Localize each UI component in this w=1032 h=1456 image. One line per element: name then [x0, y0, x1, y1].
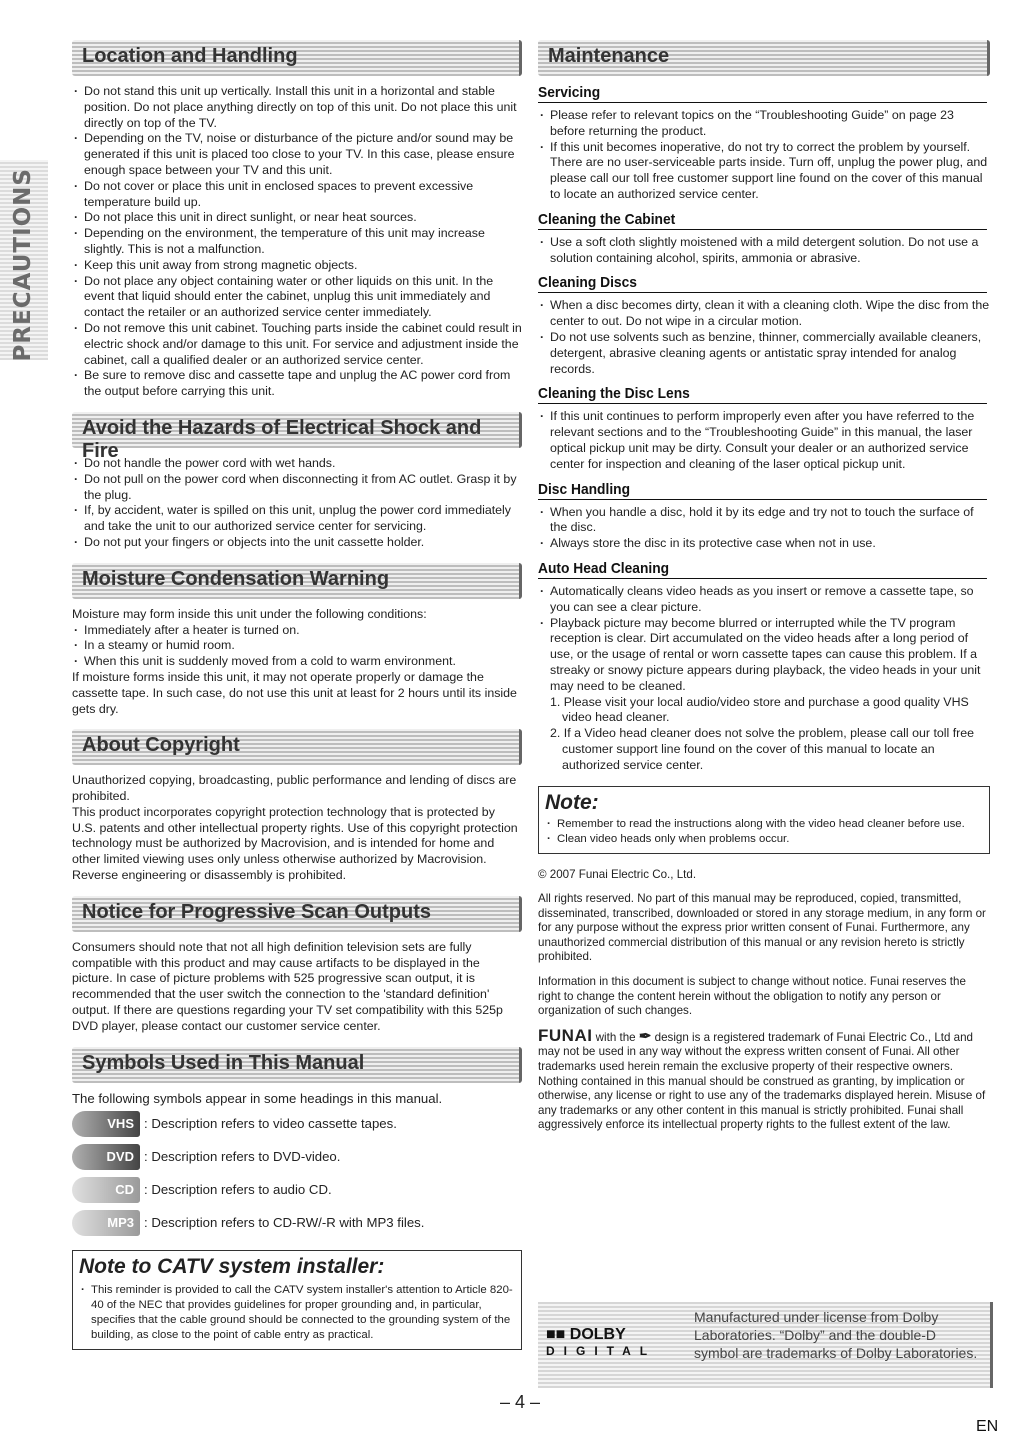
autohead-heading: Auto Head Cleaning — [538, 560, 987, 579]
cd-icon: CD — [72, 1177, 140, 1203]
list-item: · Playback picture may become blurred or interrupted while the TV program reception is clear. Dirt accumulated on the video heads after a long period of use, or the usage of rental or worn cassette tapes can cause this problem. If a streaky or snowy picture appears during playback, the video heads in your unit may need to be cleaned. — [538, 616, 990, 695]
side-tab — [0, 160, 48, 360]
symbol-description: : Description refers to audio CD. — [144, 1182, 332, 1198]
catv-title: Note to CATV system installer: — [79, 1255, 385, 1279]
maintenance-banner: Maintenance — [538, 40, 990, 76]
list-item: · In a steamy or humid room. — [72, 638, 522, 654]
location-banner: Location and Handling — [72, 40, 522, 76]
list-item: · When a disc becomes dirty, clean it with a cleaning cloth. Wipe the disc from the center to out. Do not wipe in a circular motion. — [538, 298, 990, 330]
symbol-row-vhs — [72, 1108, 522, 1139]
lens-list — [538, 409, 990, 472]
list-item: · When this unit is suddenly moved from a cold to warm environment. — [72, 654, 522, 670]
list-item: · Depending on the environment, the temperature of this unit may increase slightly. This is not a malfunction. — [72, 226, 522, 258]
list-item: · If this unit becomes inoperative, do not try to correct the problem by yourself. There are no user-serviceable parts inside. Turn off, unplug the power plug, and please call our toll free customer support line found on the cover of this manual to locate an authorized service center. — [538, 140, 990, 203]
symbols-intro: The following symbols appear in some headings in this manual. — [72, 1090, 443, 1106]
dolby-notice — [538, 1302, 993, 1388]
copyright-banner: About Copyright — [72, 729, 522, 765]
note-box — [538, 786, 990, 854]
list-item: · Do not remove this unit cabinet. Touching parts inside the cabinet could result in electric shock and/or damage to this unit. For service and adjustment inside the cabinet, call a qualified dealer or an authorized service center. — [72, 321, 522, 368]
servicing-heading: Servicing — [538, 84, 987, 103]
dolby-text: Manufactured under license from Dolby Laboratories. “Dolby” and the double-D symbol are trademarks of Dolby Laboratories. — [694, 1309, 978, 1361]
rights-text: All rights reserved. No part of this manual may be reproduced, copied, transmitted, disseminated, transcribed, downloaded or stored in any storage medium, in any form or for any purpose without the express prior written consent of Funai. Furthermore, any unauthorized commercial distribution of this manual or any revision hereto is strictly prohibited. — [538, 892, 986, 964]
list-item: · Be sure to remove disc and cassette tape and unplug the AC power cord from the output before carrying this unit. — [72, 368, 522, 400]
list-item: · Automatically cleans video heads as you insert or remove a cassette tape, so you can see a clear picture. — [538, 584, 990, 616]
list-item: · When you handle a disc, hold it by its edge and try not to touch the surface of the disc. — [538, 505, 990, 537]
moisture-list — [72, 623, 522, 670]
symbol-description: : Description refers to video cassette tapes. — [144, 1116, 397, 1132]
trademark-part-b: design is a registered trademark of Funai Electric Co., Ltd and may not be used in any way without the express written consent of Funai. All other trademarks used herein remain the exclusive property of their respective owners. Nothing contained in this manual should be construed as granting, by implication or otherwise, any license or right to use any of the trademarks displayed herein. Misuse of any trademarks or any other content in this manual is strictly prohibited. Funai shall aggressively enforce its intellectual property rights to the fullest extent of the law. — [538, 1030, 986, 1132]
dolby-logo-top: ■■ DOLBY — [546, 1326, 626, 1343]
copyright-line: © 2007 Funai Electric Co., Ltd. — [538, 867, 697, 881]
list-item: · Depending on the TV, noise or disturbance of the picture and/or sound may be generated if this unit is placed too close to your TV. In this case, please ensure enough space between your TV and this unit. — [72, 131, 522, 178]
list-item: · This reminder is provided to call the CATV system installer's attention to Article 820-40 of the NEC that provides guidelines for proper grounding and, in particular, specifies that the cable ground should be connected to the grounding system of the building, as close to the point of cable entry as practical. — [79, 1283, 515, 1343]
dolby-logo-bottom: DIGITAL — [546, 1344, 657, 1358]
side-tab-label: PRECAUTIONS — [10, 168, 36, 362]
cabinet-heading: Cleaning the Cabinet — [538, 211, 987, 230]
note-title: Note: — [545, 790, 599, 814]
copyright-section — [72, 729, 522, 884]
symbol-row-cd — [72, 1174, 522, 1205]
list-item: · Always store the disc in its protective case when not in use. — [538, 536, 990, 552]
location-section — [72, 40, 522, 400]
autohead-step-1: 1. Please visit your local audio/video store and purchase a good quality VHS video head cleaner. — [550, 694, 969, 725]
autohead-list — [538, 584, 990, 695]
list-item: · Do not pull on the power cord when disconnecting it from AC outlet. Grasp it by the plug. — [72, 472, 522, 504]
progressive-banner: Notice for Progressive Scan Outputs — [72, 896, 522, 932]
copyright-p1: Unauthorized copying, broadcasting, public performance and lending of discs are prohibited. — [72, 773, 517, 804]
language-code: EN — [976, 1418, 999, 1435]
list-item: · If, by accident, water is spilled on this unit, unplug the power cord immediately and take the unit to our authorized service center for servicing. — [72, 503, 522, 535]
discs-list — [538, 298, 990, 377]
location-list — [72, 84, 522, 400]
list-item: · Do not use solvents such as benzine, thinner, commercially available cleaners, detergent, abrasive cleaning agents or antistatic spray intended for analog records. — [538, 330, 990, 377]
handling-heading: Disc Handling — [538, 481, 987, 500]
lens-heading: Cleaning the Disc Lens — [538, 385, 987, 404]
autohead-step-2: 2. If a Video head cleaner does not solve the problem, please call our toll free customer support line found on the cover of this manual to locate an authorized service center. — [550, 726, 975, 772]
dolby-digital-logo — [546, 1326, 686, 1366]
symbol-description: : Description refers to CD-RW/-R with MP3 files. — [144, 1215, 425, 1231]
moisture-banner: Moisture Condensation Warning — [72, 563, 522, 599]
list-item: · Use a soft cloth slightly moistened with a mild detergent solution. Do not use a solution containing alcohol, spirits, ammonia or abrasive. — [538, 235, 990, 267]
handling-list — [538, 505, 990, 552]
progressive-text: Consumers should note that not all high definition television sets are fully compatible with this product and may cause artifacts to be displayed in the picture. In case of picture problems with 525 progressive scan output, it is recommended that the user switch the connection to the 'standard definition' output. If there are questions regarding your TV set compatibility with this 525p DVD player, please contact our customer service center. — [72, 939, 503, 1033]
list-item: · Remember to read the instructions along with the video head cleaner before use. — [545, 817, 983, 832]
page-number: – 4 – — [500, 1392, 541, 1412]
moisture-outro: If moisture forms inside this unit, it may not operate properly or damage the cassette tape. In such case, do not use this unit at least for 2 hours until its inside gets dry. — [72, 669, 517, 716]
list-item: · Do not stand this unit up vertically. Install this unit in a horizontal and stable position. Do not place anything directly on top of this unit. Do not place this unit directly on top of the TV. — [72, 84, 522, 131]
left-column — [72, 40, 522, 1350]
servicing-list — [538, 108, 990, 203]
progressive-section — [72, 896, 522, 1035]
list-item: · Do not place any object containing water or other liquids on this unit. In the event that liquid should enter the cabinet, unplug this unit immediately and contact the retailer or an authorized service center immediately. — [72, 274, 522, 321]
hazards-list — [72, 456, 522, 551]
note-list — [545, 817, 983, 847]
catv-note-box — [72, 1250, 522, 1350]
funai-logo: FUNAI — [538, 1025, 593, 1045]
discs-heading: Cleaning Discs — [538, 274, 987, 293]
symbol-row-mp3 — [72, 1207, 522, 1238]
list-item: · Please refer to relevant topics on the “Troubleshooting Guide” on page 23 before returning the product. — [538, 108, 990, 140]
hazards-banner: Avoid the Hazards of Electrical Shock and Fire — [72, 412, 522, 448]
list-item: · Do not handle the power cord with wet hands. — [72, 456, 522, 472]
copyright-p2: This product incorporates copyright protection technology that is protected by U.S. patents and other intellectual property rights. Use of this copyright protection technology must be authorized by Macrovision, and is intended for home and other limited viewing uses only unless otherwise authorized by Macrovision. Reverse engineering or disassembly is prohibited. — [72, 804, 518, 883]
trademark-text — [538, 1025, 990, 1133]
cabinet-list — [538, 235, 990, 267]
list-item: · If this unit continues to perform improperly even after you have referred to the relevant sections and to the “Troubleshooting Guide” in this manual, the laser optical pickup unit may be dirty. Consult your dealer or an authorized service center for inspection and cleaning of the laser optical pickup unit. — [538, 409, 990, 472]
list-item: · Do not place this unit in direct sunlight, or near heat sources. — [72, 210, 522, 226]
symbol-row-dvd — [72, 1141, 522, 1172]
list-item: · Clean video heads only when problems occur. — [545, 832, 983, 847]
list-item: · Do not cover or place this unit in enclosed spaces to prevent excessive temperature build up. — [72, 179, 522, 211]
catv-list — [79, 1283, 515, 1343]
moisture-section — [72, 563, 522, 718]
vhs-icon: VHS — [72, 1111, 140, 1137]
dvd-icon: DVD — [72, 1144, 140, 1170]
list-item: · Keep this unit away from strong magnetic objects. — [72, 258, 522, 274]
moisture-intro: Moisture may form inside this unit under the following conditions: — [72, 606, 427, 621]
hazards-section — [72, 412, 522, 551]
list-item: · Do not put your fingers or objects into the unit cassette holder. — [72, 535, 522, 551]
trademark-part-a: with the — [592, 1030, 639, 1044]
symbols-banner: Symbols Used in This Manual — [72, 1047, 522, 1083]
mp3-icon: MP3 — [72, 1210, 140, 1236]
right-column — [538, 40, 990, 1143]
info-text: Information in this document is subject to change without notice. Funai reserves the right to change the content herein without the obligation to notify any person or organization of such changes. — [538, 975, 966, 1018]
symbol-description: : Description refers to DVD-video. — [144, 1149, 341, 1165]
list-item: · Immediately after a heater is turned on. — [72, 623, 522, 639]
symbols-section — [72, 1047, 522, 1239]
funai-design-icon: ✒ — [638, 1027, 652, 1045]
